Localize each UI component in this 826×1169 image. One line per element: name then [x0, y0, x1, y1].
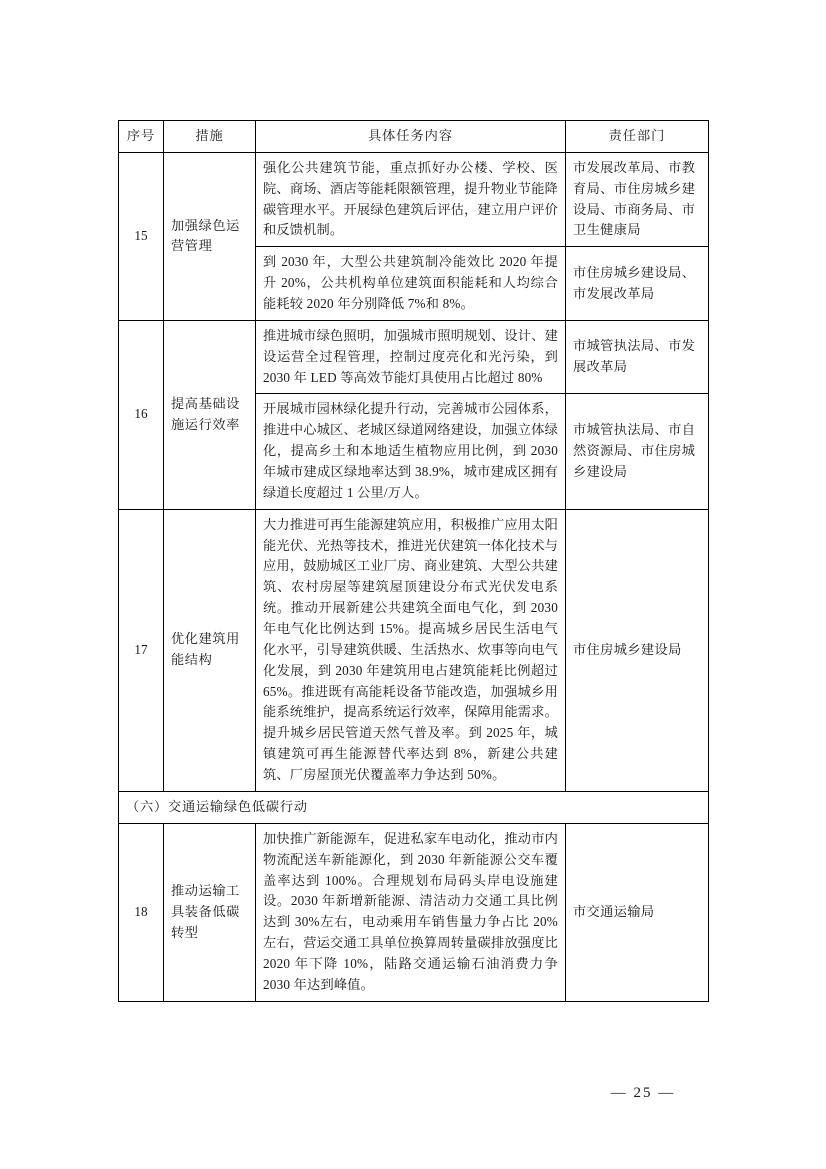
cell-department: 市交通运输局	[566, 823, 709, 1001]
column-header-task: 具体任务内容	[256, 121, 566, 153]
section-header-transport: （六）交通运输绿色低碳行动	[119, 791, 709, 823]
cell-task: 开展城市园林绿化提升行动，完善城市公园体系，推进中心城区、老城区绿道网络建设，加强立体绿化，提高乡土和本地适生植物应用比例，到 2030 年城市建成区绿地率达到 38.9%，城市建成区拥有绿道长度超过 1 公里/万人。	[256, 394, 566, 509]
table-section-header-row	[119, 791, 709, 823]
cell-department: 市住房城乡建设局、市发展改革局	[566, 247, 709, 321]
page-number: — 25 —	[610, 1085, 676, 1101]
cell-sequence: 17	[119, 509, 164, 791]
cell-department: 市发展改革局、市教育局、市住房城乡建设局、市商务局、市卫生健康局	[566, 152, 709, 246]
cell-sequence: 16	[119, 320, 164, 509]
cell-measure: 推动运输工具装备低碳转型	[164, 823, 256, 1001]
cell-department: 市住房城乡建设局	[566, 509, 709, 791]
page-footer	[0, 1085, 826, 1102]
task-measures-table-container	[118, 120, 708, 1002]
cell-department: 市城管执法局、市自然资源局、市住房城乡建设局	[566, 394, 709, 509]
cell-task: 加快推广新能源车，促进私家车电动化，推动市内物流配送车新能源化，到 2030 年新能源公交车覆盖率达到 100%。合理规划布局码头岸电设施建设。2030 年新增新能源、清洁动力交通工具比例达到 30%左右，电动乘用车销售量力争占比 20%左右，营运交通工具单位换算周转量碳排放强度比 2020 年下降 10%，陆路交通运输石油消费力争 2030 年达到峰值。	[256, 823, 566, 1001]
column-header-sequence: 序号	[119, 121, 164, 153]
cell-task: 到 2030 年，大型公共建筑制冷能效比 2020 年提升 20%，公共机构单位建筑面积能耗和人均综合能耗较 2020 年分别降低 7%和 8%。	[256, 247, 566, 321]
column-header-department: 责任部门	[566, 121, 709, 153]
table-row	[119, 509, 709, 791]
cell-measure: 优化建筑用能结构	[164, 509, 256, 791]
column-header-measure: 措施	[164, 121, 256, 153]
cell-measure: 提高基础设施运行效率	[164, 320, 256, 509]
cell-sequence: 18	[119, 823, 164, 1001]
table-row	[119, 320, 709, 394]
table-row	[119, 152, 709, 246]
cell-task: 大力推进可再生能源建筑应用，积极推广应用太阳能光伏、光热等技术，推进光伏建筑一体化技术与应用，鼓励城区工业厂房、商业建筑、大型公共建筑、农村房屋等建筑屋顶建设分布式光伏发电系统。推动开展新建公共建筑全面电气化，到 2030 年电气化比例达到 15%。提高城乡居民生活电气化水平，引导建筑供暖、生活热水、炊事等向电气化发展，到 2030 年建筑用电占建筑能耗比例超过 65%。推进既有高能耗设备节能改造，加强城乡用能系统维护，提高系统运行效率，保障用能需求。提升城乡居民管道天然气普及率。到 2025 年，城镇建筑可再生能源替代率达到 8%，新建公共建筑、厂房屋顶光伏覆盖率力争达到 50%。	[256, 509, 566, 791]
cell-task: 强化公共建筑节能，重点抓好办公楼、学校、医院、商场、酒店等能耗限额管理，提升物业节能降碳管理水平。开展绿色建筑后评估，建立用户评价和反馈机制。	[256, 152, 566, 246]
cell-sequence: 15	[119, 152, 164, 320]
table-row	[119, 823, 709, 1001]
cell-department: 市城管执法局、市发展改革局	[566, 320, 709, 394]
table-body	[119, 152, 709, 1001]
table-header	[119, 121, 709, 153]
cell-task: 推进城市绿色照明，加强城市照明规划、设计、建设运营全过程管理，控制过度亮化和光污染，到 2030 年 LED 等高效节能灯具使用占比超过 80%	[256, 320, 566, 394]
cell-measure: 加强绿色运营管理	[164, 152, 256, 320]
table-header-row	[119, 121, 709, 153]
task-measures-table	[118, 120, 709, 1002]
